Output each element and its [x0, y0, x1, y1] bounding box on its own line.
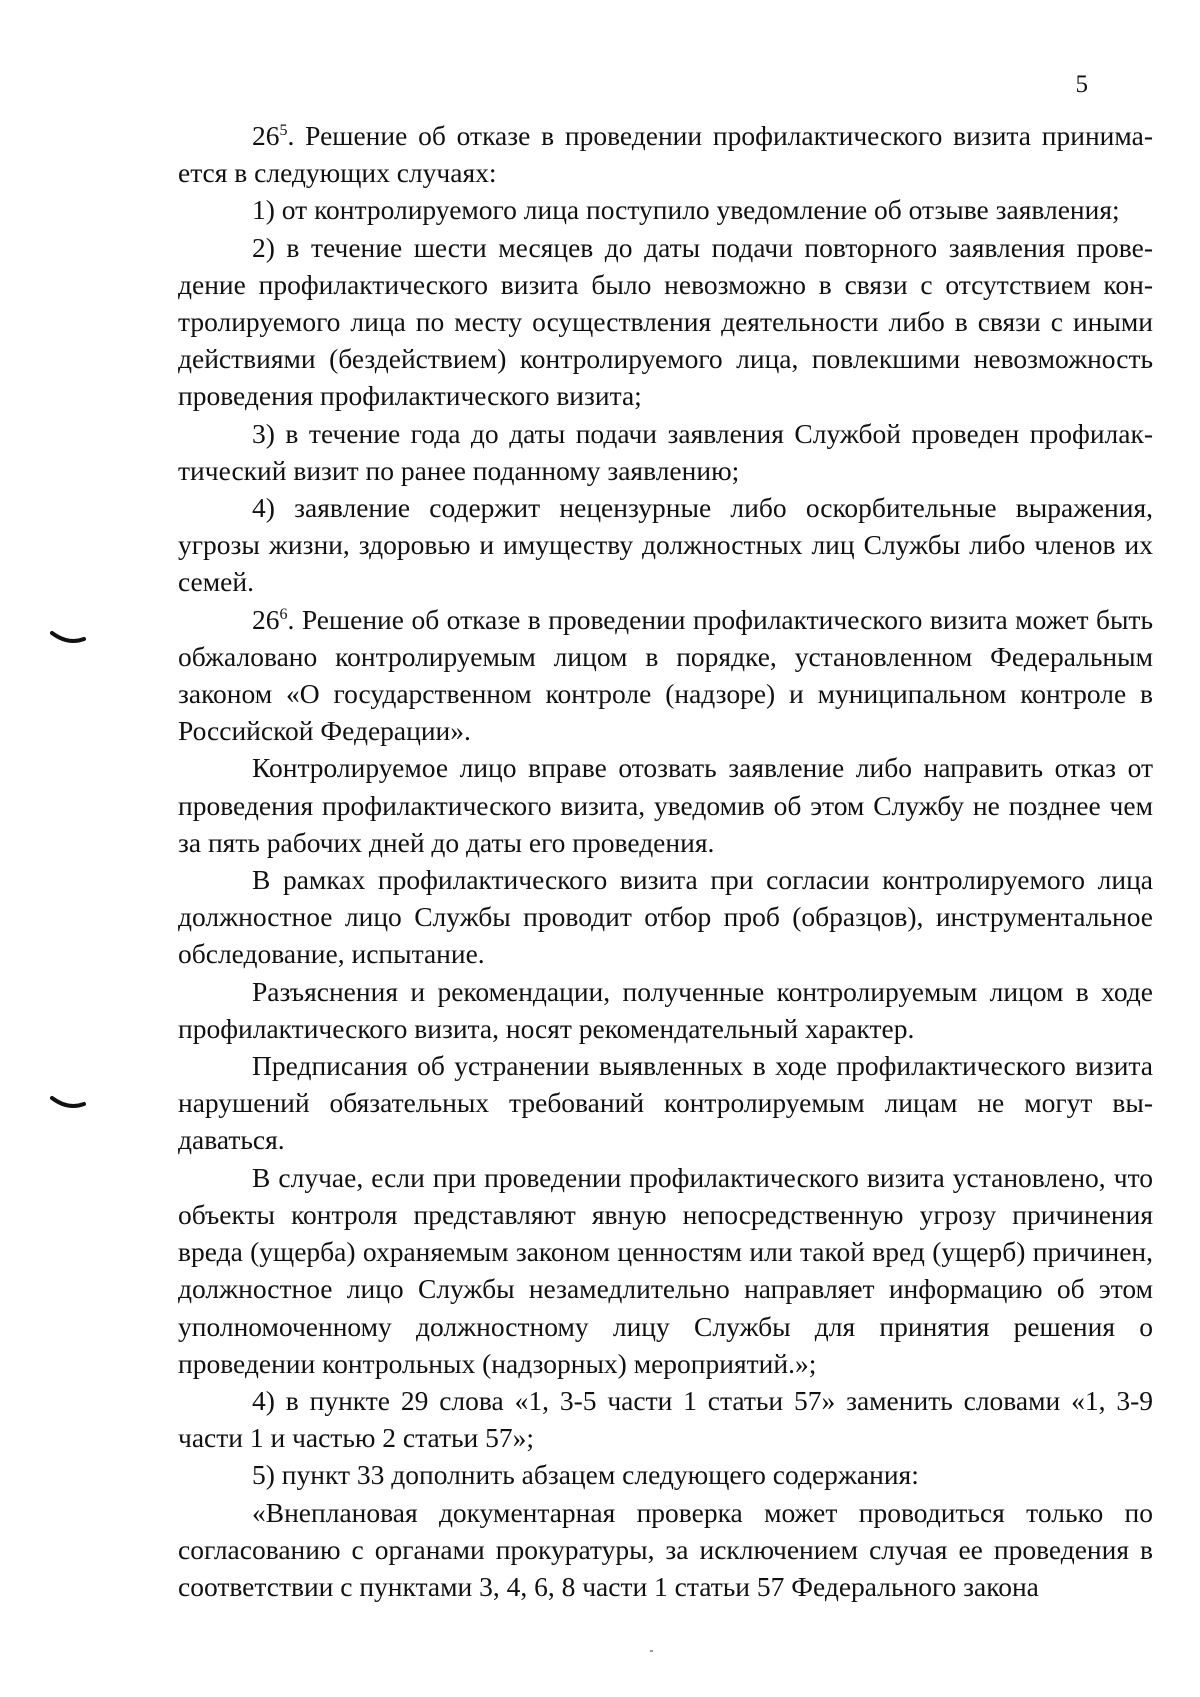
clause-number: 26 [252, 120, 280, 151]
paragraph-recommendations: Разъяснения и рекомендации, полученные контролируемым лицом в ходе профилактического визита, носят рекомендательный характер. [178, 975, 1153, 1044]
paragraph-prescriptions: Предписания об устранении выявленных в ходе профилактического визита нарушений обязательных требований контролируемым лицам не могут выдаваться. [178, 1050, 1153, 1156]
paragraph-unscheduled-inspection: «Внеплановая документарная проверка может проводиться только по согласованию с органами прокуратуры, за исключением случая ее проведения в соответствии с пунктами 3, 4, 6, 8 части 1 статьи 57 Федерального закона [178, 1496, 1153, 1602]
amendment-item-5: 5) пункт 33 дополнить абзацем следующего содержания: [252, 1459, 919, 1491]
binding-hole-mark-icon [50, 630, 86, 644]
paragraph-26-5 [178, 117, 1153, 191]
clause-superscript: 5 [279, 121, 288, 139]
list-item-1: 1) от контролируемого лица поступило уведомление об отзыве заявления; [252, 194, 1120, 226]
binding-hole-mark-icon [50, 1095, 86, 1109]
paragraph-withdrawal: Контролируемое лицо вправе отозвать заявление либо направить отказ от проведения профилактического визита, уведомив об этом Службу не позднее чем за пять рабочих дней до даты его проведения. [178, 752, 1153, 858]
list-item-2: 2) в течение шести месяцев до даты подачи повторного заявления проведение профилактического визита было невозможно в связи с отсутствием контролируемого лица по месту осуществления деятельности либо в связи с иными действиями (бездействием) контролируемого лица, повлекшими невозможность проведения профилактического визита; [178, 231, 1153, 412]
paragraph-sampling: В рамках профилактического визита при согласии контролируемого лица должностное лицо Службы проводит отбор проб (образцов), инструментальное обследование, испытание. [178, 864, 1153, 970]
document-body [178, 117, 1153, 1605]
list-item-4: 4) заявление содержит нецензурные либо оскорбительные выражения, угрозы жизни, здоровью и имуществу должностных лиц Службы либо членов их семей. [178, 492, 1153, 598]
paragraph-text: . Решение об отказе в проведении профилактического визита принимается в следующих случаях: [178, 120, 1153, 189]
scan-artifact [650, 1650, 653, 1652]
paragraph-26-6 [178, 601, 1153, 750]
amendment-item-4: 4) в пункте 29 слова «1, 3-5 части 1 статьи 57» заменить словами «1, 3-9 части 1 и частью 2 статьи 57»; [178, 1384, 1153, 1454]
paragraph-text: . Решение об отказе в проведении профилактического визита может быть обжаловано контролируемым лицом в порядке, установленном Федеральным законом «О государственном контроле (надзоре) и муниципальном контроле в Российской Федерации». [178, 603, 1153, 747]
clause-number: 26 [252, 603, 280, 635]
list-item-3: 3) в течение года до даты подачи заявления Службой проведен профилактический визит по ранее поданному заявлению; [178, 417, 1153, 486]
clause-superscript: 6 [279, 605, 288, 623]
paragraph-threat: В случае, если при проведении профилактического визита установлено, что объекты контроля представляют явную непосредственную угрозу причинения вреда (ущерба) охраняемым законом ценностям или такой вред (ущерб) причинен, должностное лицо Службы незамедлительно направляет информацию об этом уполномоченному должностному лицу Службы для принятия решения о проведении контрольных (надзорных) мероприятий.»; [178, 1161, 1153, 1379]
page-number: 5 [1075, 71, 1088, 98]
